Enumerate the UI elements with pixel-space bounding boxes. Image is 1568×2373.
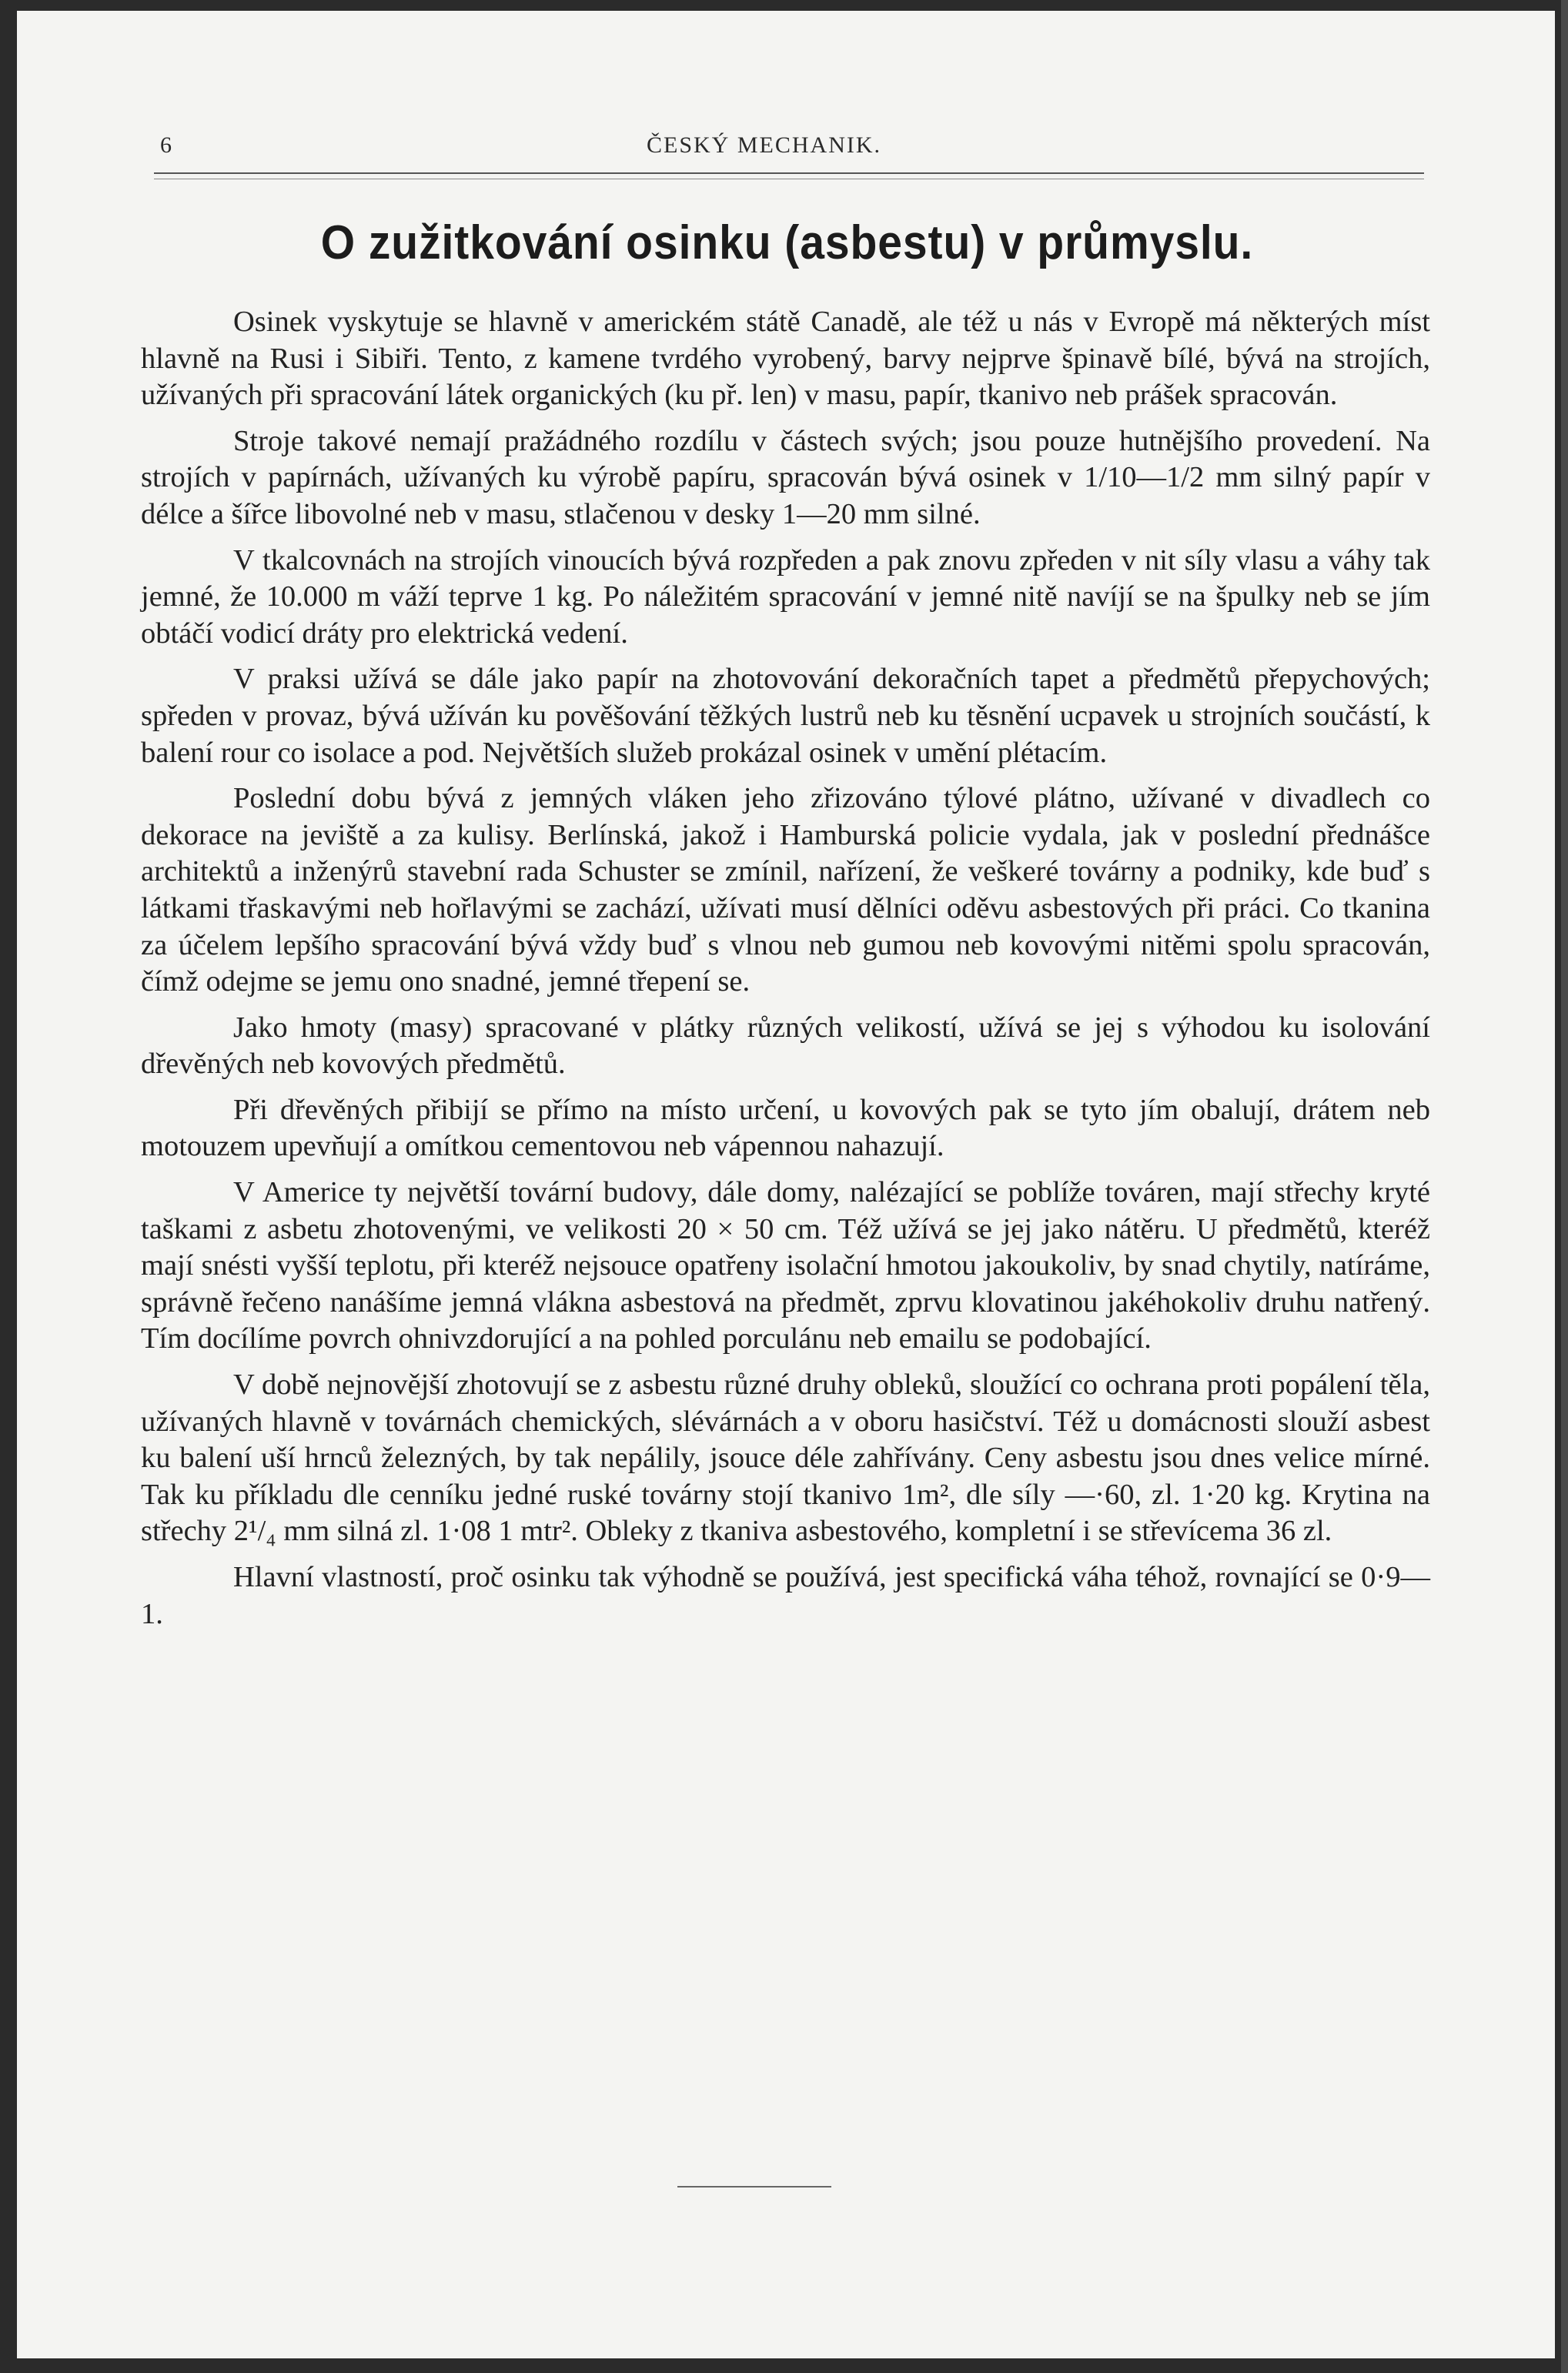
article-title: O zužitkování osinku (asbestu) v průmyslu.	[320, 216, 1254, 269]
paragraph: V praksi užívá se dále jako papír na zhotovování dekoračních tapet a předmětů přepychových; spředen v provaz, bývá užíván ku pověšování těžkých lustrů neb ku těsnění ucpavek u strojních součástí, k balení rour co isolace a pod. Největších služeb prokázal osinek v umění plétacím.	[141, 663, 1430, 769]
paragraph: Jako hmoty (masy) spracované v plátky různých velikostí, užívá se jej s výhodou ku isolování dřevěných neb kovových předmětů.	[141, 1011, 1430, 1081]
paragraph: V tkalcovnách na strojích vinoucích bývá rozpředen a pak znovu zpředen v nit síly vlasu a váhy tak jemné, že 10.000 m váží teprve 1 kg. Po náležitém spracování v jemné nitě navíjí se na špulky neb se jím obtáčí vodicí dráty pro elektrická vedení.	[141, 543, 1430, 650]
paragraph: Osinek vyskytuje se hlavně v americkém státě Canadě, ale též u nás v Evropě má některých míst hlavně na Rusi i Sibiři. Tento, z kamene tvrdého vyrobený, barvy nejprve špinavě bílé, bývá na strojích, užívaných při spracování látek organických (ku př. len) v masu, papír, tkanivo neb prášek spracován.	[141, 306, 1430, 412]
paragraph: Stroje takové nemají pražádného rozdílu v částech svých; jsou pouze hutnějšího provedení. Na strojích v papírnách, užívaných ku výrobě papíru, spracován bývá osinek v 1/10—1/2 mm silný papír v délce a šířce libovolné neb v masu, stlačenou v desky 1—20 mm silné.	[141, 424, 1430, 530]
paragraph: Poslední dobu bývá z jemných vláken jeho zřizováno týlové plátno, užívané v divadlech co dekorace na jeviště a za kulisy. Berlínská, jakož i Hamburská policie vydala, jak v poslední přednášce architektů a inženýrů stavební rada Schuster se zmínil, nařízení, že veškeré továrny a podniky, kde buď s látkami třaskavými neb hořlavými se zachází, užívati musí dělníci oděvu asbestových při práci. Co tkanina za účelem lepšího spracování bývá vždy buď s vlnou neb gumou neb kovovými nitěmi spolu spracován, čímž odejme se jemu ono snadné, jemné třepení se.	[141, 782, 1430, 998]
article-body	[141, 304, 1430, 1642]
paragraph: V Americe ty největší tovární budovy, dále domy, nalézající se poblíže továren, mají střechy kryté taškami z asbetu zhotovenými, ve velikosti 20 × 50 cm. Též užívá se jej jako nátěru. U předmětů, kteréž mají snésti vyšší teplotu, při kteréž nejsouce opatřeny isolační hmotou jakoukoliv, by snad chytily, natíráme, správně řečeno nanášíme jemná vlákna asbestová na předmět, zprvu klovatinou jakéhokoliv druhu natřený. Tím docílíme povrch ohnivzdorující a na pohled porculánu neb emailu se podobající.	[141, 1176, 1430, 1355]
paragraph: Hlavní vlastností, proč osinku tak výhodně se používá, jest specifická váha téhož, rovnající se 0·9—1.	[141, 1561, 1430, 1630]
header-rule	[154, 172, 1424, 174]
running-title: ČESKÝ MECHANIK.	[647, 132, 882, 158]
paragraph: V době nejnovější zhotovují se z asbestu různé druhy obleků, sloužící co ochrana proti popálení těla, užívaných hlavně v továrnách chemických, slévárnách a v oboru hasičství. Též u domácnosti slouží asbest ku balení uší hrnců železných, by tak nepálily, jsouce déle zahřívány. Ceny asbestu jsou dnes velice mírné. Tak ku příkladu dle cenníku jedné ruské továrny stojí tkanivo 1m², dle síly —·60, zl. 1·20 kg. Krytina na střechy 2¹/₄ mm silná zl. 1·08 1 mtr². Obleky z tkaniva asbestového, kompletní i se střevícema 36 zl.	[141, 1369, 1430, 1548]
page-header	[146, 132, 1428, 169]
scan-edge	[1561, 0, 1568, 2373]
end-rule	[677, 2186, 831, 2188]
page-number: 6	[160, 132, 172, 158]
paragraph: Při dřevěných přibijí se přímo na místo určení, u kovových pak se tyto jím obalují, drátem neb motouzem upevňují a omítkou cementovou neb vápennou nahazují.	[141, 1093, 1430, 1163]
